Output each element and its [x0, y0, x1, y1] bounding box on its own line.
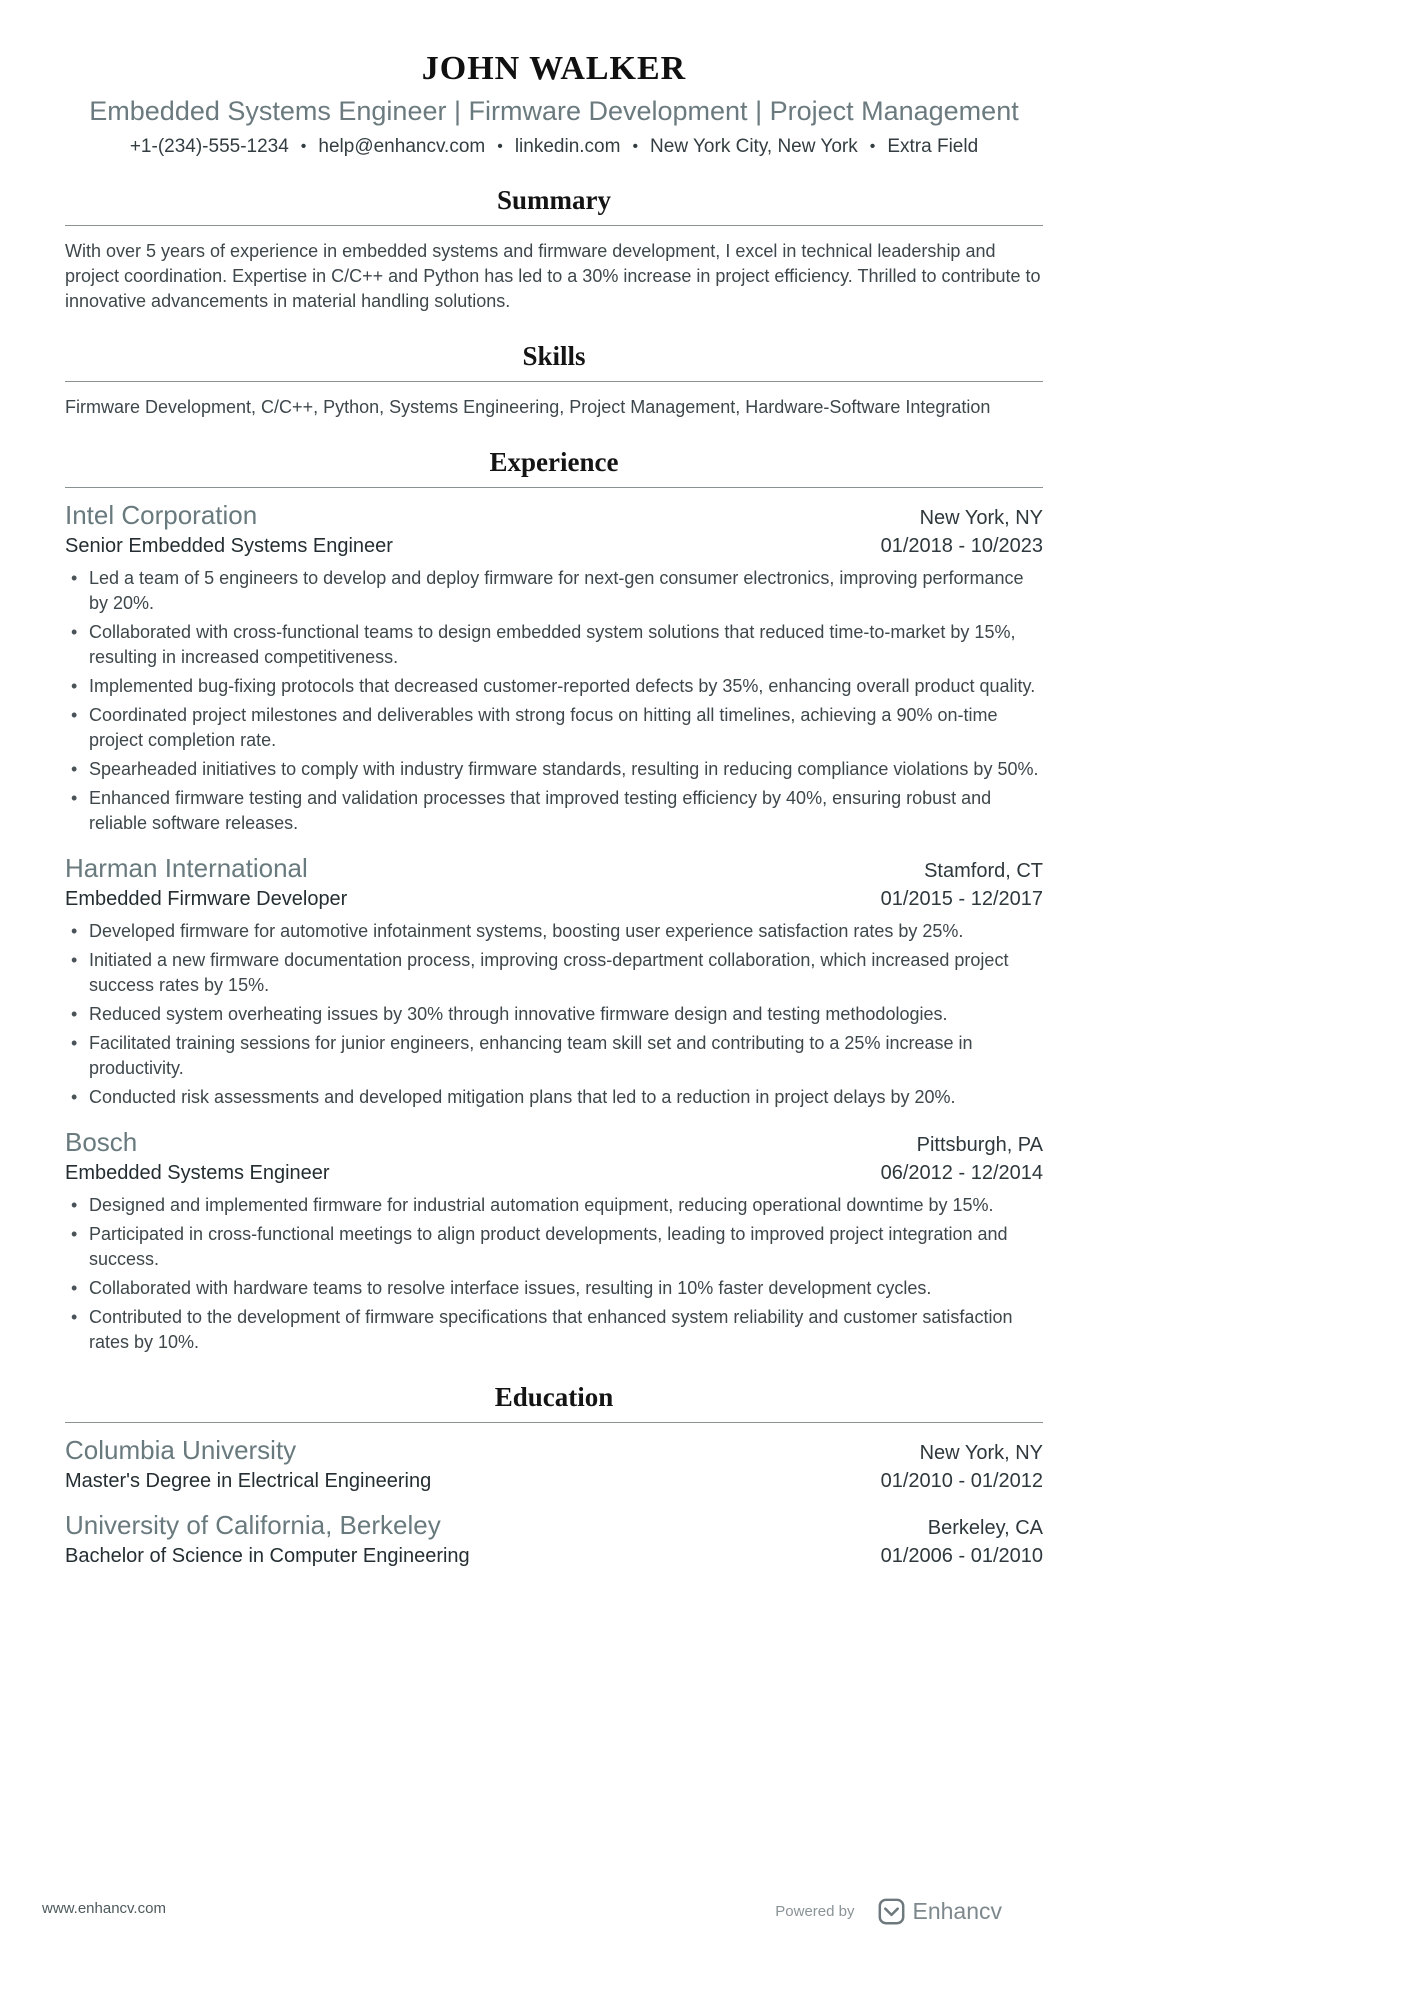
entry-location: Pittsburgh, PA — [916, 1134, 1043, 1156]
education-heading: Education — [65, 1382, 1043, 1423]
bullet-item: • Conducted risk assessments and developed mitigation plans that led to a reduction in project delays by 20%. — [65, 1085, 1043, 1110]
contact-phone: +1-(234)-555-1234 — [129, 136, 289, 157]
company-name: Harman International — [65, 853, 308, 883]
bullet-list — [65, 1193, 1043, 1355]
job-title: Embedded Firmware Developer — [65, 888, 348, 910]
entry-dates: 01/2018 - 10/2023 — [880, 535, 1043, 557]
job-title: Senior Embedded Systems Engineer — [65, 535, 393, 557]
bullet-item: • Initiated a new firmware documentation process, improving cross-department collaboration, which increased project success rates by 15%. — [65, 948, 1043, 998]
degree: Bachelor of Science in Computer Engineering — [65, 1545, 470, 1567]
bullet-item: • Led a team of 5 engineers to develop and deploy firmware for next-gen consumer electronics, improving performance by 20%. — [65, 566, 1043, 616]
bullet-item: • Collaborated with cross-functional teams to design embedded system solutions that reduced time-to-market by 15%, resulting in increased competitiveness. — [65, 620, 1043, 670]
experience-entry — [65, 1127, 1043, 1355]
degree: Master's Degree in Electrical Engineering — [65, 1470, 432, 1492]
contact-extra-field: • Extra Field — [858, 136, 978, 158]
candidate-title: Embedded Systems Engineer | Firmware Development | Project Management — [89, 96, 1019, 126]
entry-location: Stamford, CT — [924, 860, 1043, 882]
contact-linkedin: • linkedin.com — [485, 136, 620, 158]
bullet-item: • Enhanced firmware testing and validation processes that improved testing efficiency by 40%, ensuring robust and reliable software releases. — [65, 786, 1043, 836]
contact-list — [65, 136, 1043, 158]
contact-location: • New York City, New York — [620, 136, 857, 158]
bullet-list — [65, 919, 1043, 1110]
entry-location: Berkeley, CA — [927, 1517, 1043, 1539]
school-name: University of California, Berkeley — [65, 1510, 441, 1540]
summary-text: With over 5 years of experience in embedded systems and firmware development, I excel in technical leadership and project coordination. Expertise in C/C++ and Python has led to a 30% increase in project efficiency. Thrilled to contribute to innovative advancements in material handling solutions. — [65, 241, 1041, 311]
experience-heading: Experience — [65, 447, 1043, 488]
bullet-list — [65, 566, 1043, 836]
summary-heading: Summary — [65, 185, 1043, 226]
entry-dates: 01/2006 - 01/2010 — [880, 1545, 1043, 1567]
experience-entry — [65, 853, 1043, 1110]
bullet-item: • Contributed to the development of firmware specifications that enhanced system reliability and customer satisfaction rates by 10%. — [65, 1305, 1043, 1355]
footer-branding — [775, 1898, 1002, 1925]
bullet-item: • Participated in cross-functional meetings to align product developments, leading to improved project integration and success. — [65, 1222, 1043, 1272]
company-name: Bosch — [65, 1127, 138, 1157]
entry-dates: 06/2012 - 12/2014 — [880, 1162, 1043, 1184]
entry-dates: 01/2010 - 01/2012 — [880, 1470, 1043, 1492]
candidate-name: JOHN WALKER — [421, 50, 687, 87]
bullet-item: • Developed firmware for automotive infotainment systems, boosting user experience satisfaction rates by 25%. — [65, 919, 1043, 944]
experience-section — [65, 447, 1043, 1355]
skills-section — [65, 341, 1043, 420]
education-entry — [65, 1435, 1043, 1493]
job-title: Embedded Systems Engineer — [65, 1162, 330, 1184]
bullet-item: • Collaborated with hardware teams to resolve interface issues, resulting in 10% faster development cycles. — [65, 1276, 1043, 1301]
bullet-item: • Designed and implemented firmware for industrial automation equipment, reducing operational downtime by 15%. — [65, 1193, 1043, 1218]
enhancv-brand-link[interactable] — [878, 1898, 1002, 1925]
powered-by-label: Powered by — [775, 1903, 855, 1920]
bullet-item: • Coordinated project milestones and deliverables with strong focus on hitting all timelines, achieving a 90% on-time project completion rate. — [65, 703, 1043, 753]
resume-page — [65, 50, 1043, 1568]
bullet-item: • Reduced system overheating issues by 30% through innovative firmware design and testing methodologies. — [65, 1002, 1043, 1027]
education-section — [65, 1382, 1043, 1568]
bullet-item: • Implemented bug-fixing protocols that decreased customer-reported defects by 35%, enhancing overall product quality. — [65, 674, 1043, 699]
bullet-item: • Spearheaded initiatives to comply with industry firmware standards, resulting in reducing compliance violations by 50%. — [65, 757, 1043, 782]
summary-section — [65, 185, 1043, 314]
entry-location: New York, NY — [919, 1442, 1043, 1464]
education-entry — [65, 1510, 1043, 1568]
skills-heading: Skills — [65, 341, 1043, 382]
entry-dates: 01/2015 - 12/2017 — [880, 888, 1043, 910]
brand-name: Enhancv — [912, 1898, 1002, 1924]
school-name: Columbia University — [65, 1435, 297, 1465]
bullet-item: • Facilitated training sessions for junior engineers, enhancing team skill set and contributing to a 25% increase in productivity. — [65, 1031, 1043, 1081]
entry-location: New York, NY — [919, 507, 1043, 529]
footer-site-link[interactable]: www.enhancv.com — [42, 1900, 166, 1917]
enhancv-logo-icon — [878, 1898, 905, 1925]
resume-header — [65, 50, 1043, 158]
skills-text: Firmware Development, C/C++, Python, Systems Engineering, Project Management, Hardware-Software Integration — [65, 397, 991, 417]
company-name: Intel Corporation — [65, 500, 258, 530]
contact-email: • help@enhancv.com — [289, 136, 485, 158]
experience-entry — [65, 500, 1043, 836]
